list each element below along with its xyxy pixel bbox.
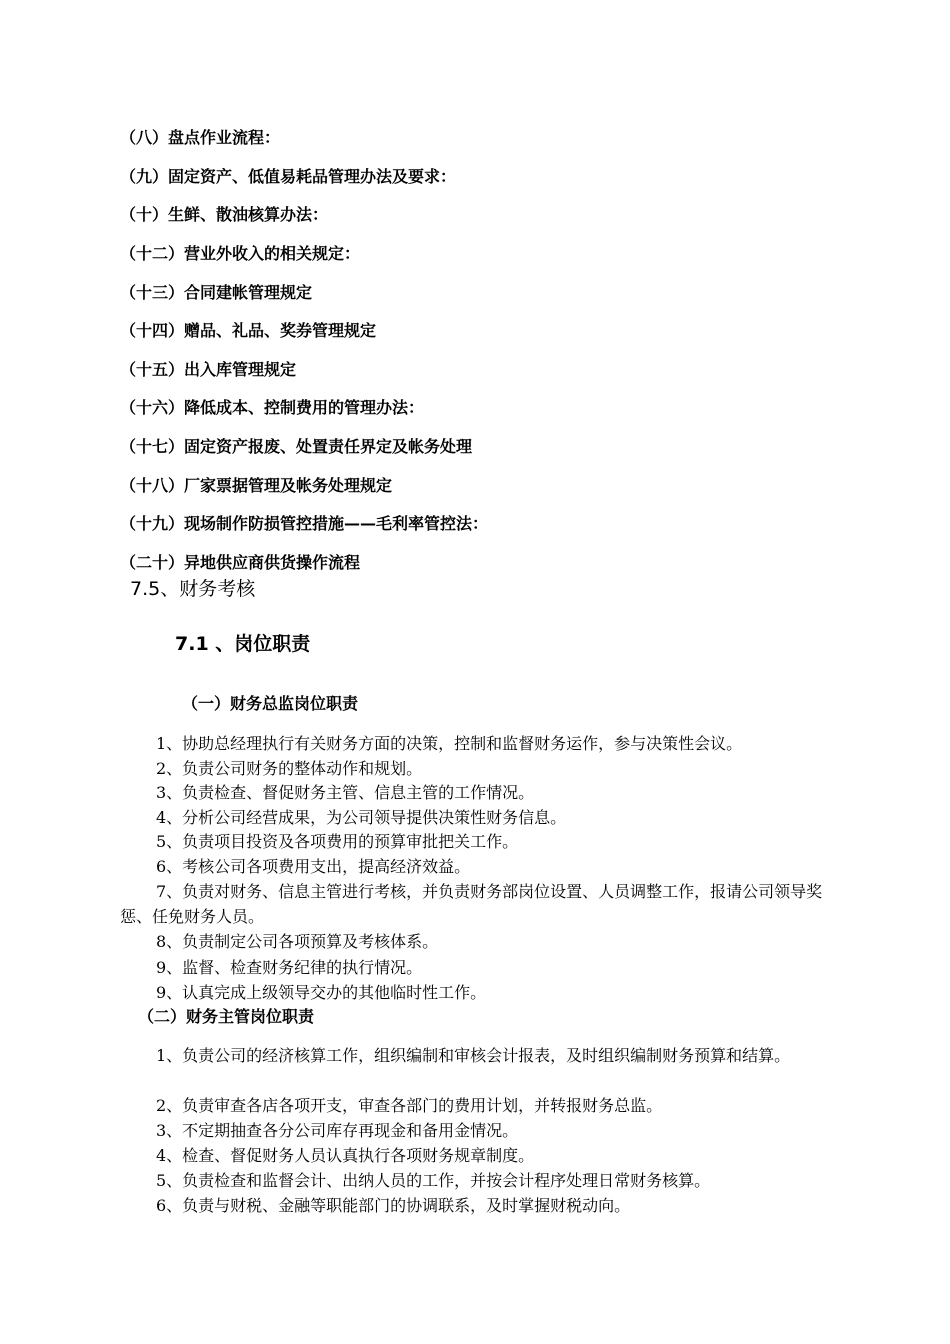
list-item: 4、分析公司经营成果，为公司领导提供决策性财务信息。 bbox=[156, 808, 567, 827]
toc-item: （九）固定资产、低值易耗品管理办法及要求： bbox=[120, 167, 457, 186]
toc-item: （十三）合同建帐管理规定 bbox=[120, 283, 313, 302]
list-item: 2、负责公司财务的整体动作和规划。 bbox=[156, 759, 423, 778]
sub-heading: 7.1 、岗位职责 bbox=[175, 633, 311, 655]
list-item: 6、考核公司各项费用支出，提高经济效益。 bbox=[156, 857, 471, 876]
toc-item: （十八）厂家票据管理及帐务处理规定 bbox=[120, 476, 393, 495]
list-item: 8、负责制定公司各项预算及考核体系。 bbox=[156, 932, 439, 951]
list-item: 4、检查、督促财务人员认真执行各项财务规章制度。 bbox=[156, 1146, 535, 1165]
list-item: 7、负责对财务、信息主管进行考核，并负责财务部岗位设置、人员调整工作，报请公司领导奖惩、任免财务人员。 bbox=[120, 882, 823, 926]
toc-item: （十二）营业外收入的相关规定： bbox=[120, 244, 361, 263]
list-item: 5、负责检查和监督会计、出纳人员的工作，并按会计程序处理日常财务核算。 bbox=[156, 1171, 711, 1190]
list-item: 2、负责审查各店各项开支，审查各部门的费用计划，并转报财务总监。 bbox=[156, 1096, 663, 1115]
section-heading: 7.5、财务考核 bbox=[130, 578, 256, 600]
toc-item: （十五）出入库管理规定 bbox=[120, 360, 297, 379]
list-item: 3、不定期抽查各分公司库存再现金和备用金情况。 bbox=[156, 1121, 519, 1140]
toc-item: （十）生鲜、散油核算办法： bbox=[120, 205, 329, 224]
list-item: 1、负责公司的经济核算工作，组织编制和审核会计报表，及时组织编制财务预算和结算。 bbox=[156, 1046, 791, 1065]
list-item: 3、负责检查、督促财务主管、信息主管的工作情况。 bbox=[156, 783, 535, 802]
list-item: 9、认真完成上级领导交办的其他临时性工作。 bbox=[156, 983, 487, 1002]
role-title-cfo: （一）财务总监岗位职责 bbox=[182, 694, 359, 713]
toc-item: （十六）降低成本、控制费用的管理办法： bbox=[120, 398, 425, 417]
toc-item: （八）盘点作业流程： bbox=[120, 128, 281, 147]
list-item: 6、负责与财税、金融等职能部门的协调联系，及时掌握财税动向。 bbox=[156, 1196, 631, 1215]
role-title-finance-supervisor: （二）财务主管岗位职责 bbox=[138, 1007, 315, 1026]
toc-item: （十七）固定资产报废、处置责任界定及帐务处理 bbox=[120, 437, 473, 456]
list-item: 9、监督、检查财务纪律的执行情况。 bbox=[156, 958, 423, 977]
list-item: 5、负责项目投资及各项费用的预算审批把关工作。 bbox=[156, 832, 519, 851]
list-item: 1、协助总经理执行有关财务方面的决策，控制和监督财务运作，参与决策性会议。 bbox=[156, 734, 743, 753]
toc-item: （二十）异地供应商供货操作流程 bbox=[120, 553, 361, 572]
toc-item: （十九）现场制作防损管控措施——毛利率管控法： bbox=[120, 514, 489, 533]
toc-item: （十四）赠品、礼品、奖券管理规定 bbox=[120, 321, 377, 340]
